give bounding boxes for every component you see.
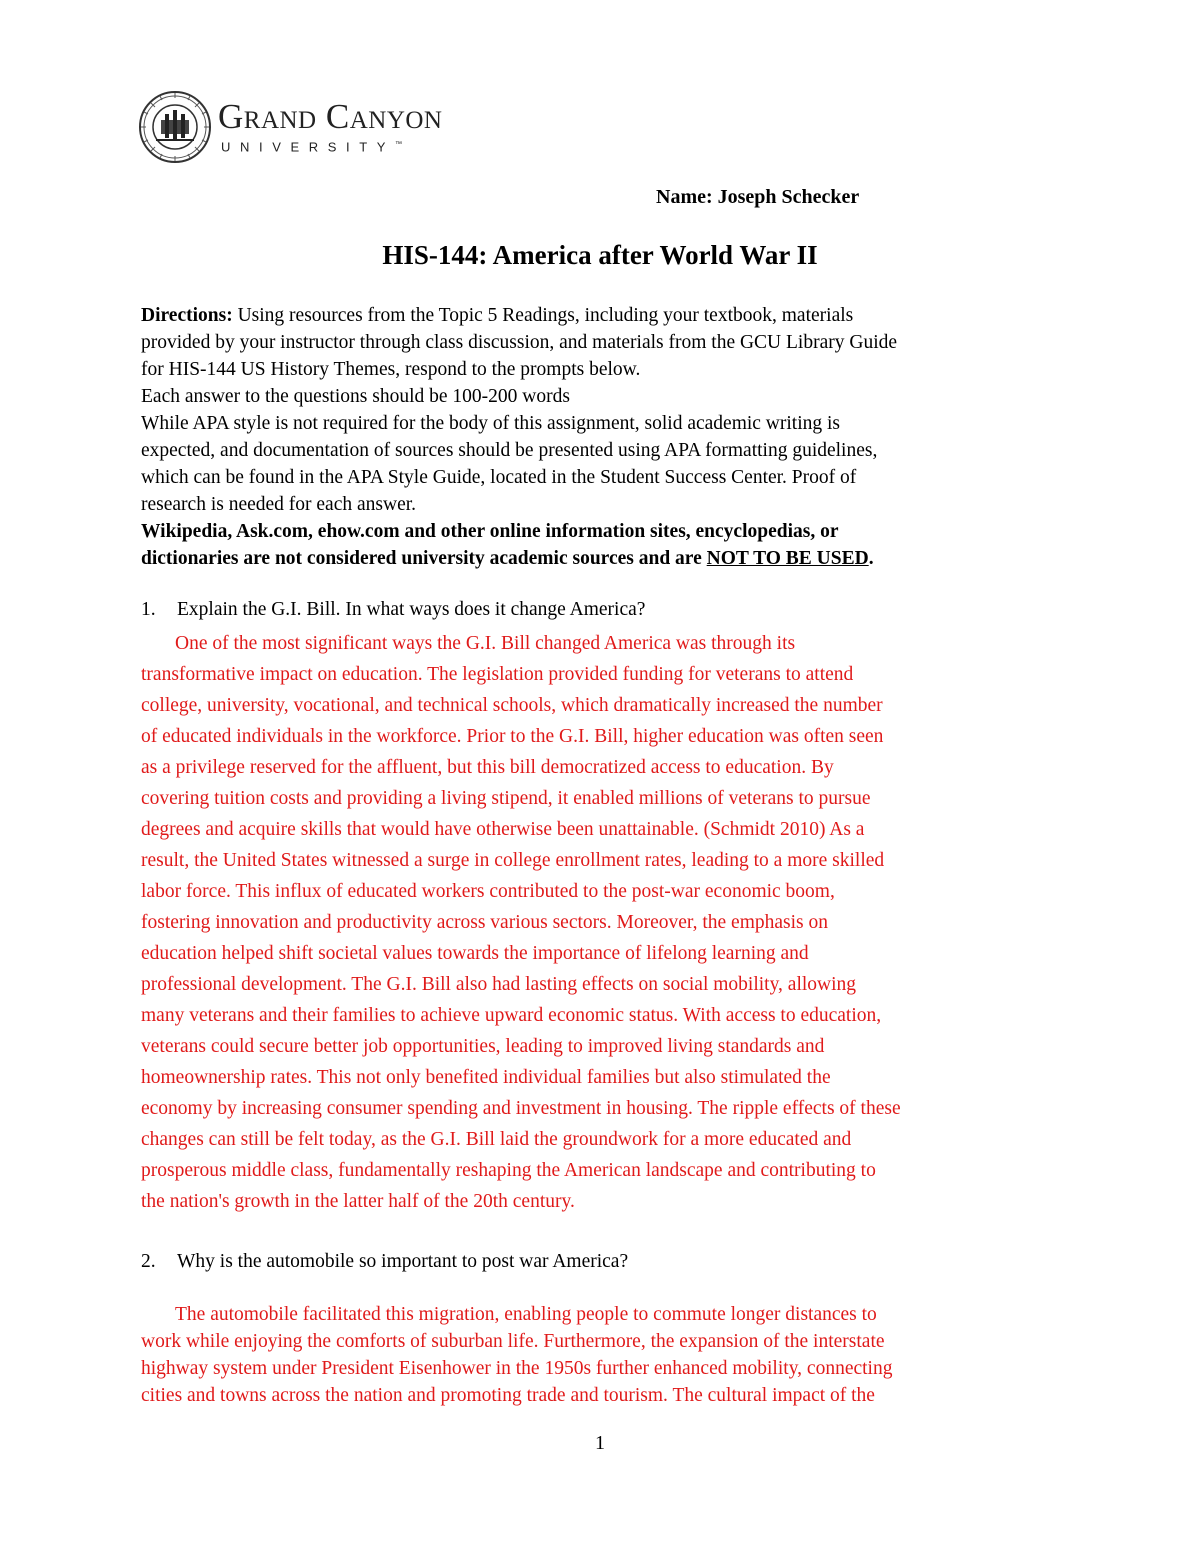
question-number: 1. — [141, 599, 156, 620]
university-subtitle-text: UNIVERSITY — [221, 139, 396, 155]
question-2 — [141, 1248, 628, 1275]
answer-line: highway system under President Eisenhower in the 1950s further enhanced mobility, connecting — [141, 1358, 893, 1379]
question-text: Explain the G.I. Bill. In what ways does it change America? — [177, 599, 646, 620]
answer-line: One of the most significant ways the G.I. Bill changed America was through its — [175, 633, 796, 654]
answer-line: labor force. This influx of educated workers contributed to the post-war economic boom, — [141, 881, 835, 902]
warning-end: . — [868, 548, 874, 569]
answer-line: changes can still be felt today, as the G.I. Bill laid the groundwork for a more educated and — [141, 1129, 852, 1150]
student-name: Name: Joseph Schecker — [656, 186, 860, 208]
answer-line: result, the United States witnessed a surge in college enrollment rates, leading to a more skilled — [141, 850, 885, 871]
apa-line: research is needed for each answer. — [141, 494, 417, 515]
university-name: Grand Canyon — [218, 96, 443, 136]
word-count-requirement: Each answer to the questions should be 100-200 words — [141, 386, 570, 407]
answer-line: work while enjoying the comforts of suburban life. Furthermore, the expansion of the interstate — [141, 1331, 885, 1352]
answer-line: homeownership rates. This not only benefited individual families but also stimulated the — [141, 1067, 831, 1088]
answer-line: veterans could secure better job opportunities, leading to improved living standards and — [141, 1036, 825, 1057]
apa-line: expected, and documentation of sources should be presented using APA formatting guidelines, — [141, 440, 878, 461]
university-wordmark — [218, 96, 443, 155]
page-number: 1 — [595, 1432, 605, 1454]
directions-line: for HIS-144 US History Themes, respond to the prompts below. — [141, 359, 641, 380]
answer-line: The automobile facilitated this migration, enabling people to commute longer distances to — [175, 1304, 877, 1325]
answer-line: education helped shift societal values towards the importance of lifelong learning and — [141, 943, 809, 964]
directions-text: Using resources from the Topic 5 Readings, including your textbook, materials — [232, 305, 854, 326]
answer-line: covering tuition costs and providing a living stipend, it enabled millions of veterans to pursue — [141, 788, 871, 809]
university-subtitle — [221, 137, 442, 155]
answer-line: fostering innovation and productivity across various sectors. Moreover, the emphasis on — [141, 912, 828, 933]
answer-line: economy by increasing consumer spending and investment in housing. The ripple effects of these — [141, 1098, 901, 1119]
directions-block — [141, 302, 1071, 572]
answer-1 — [141, 628, 1071, 1217]
question-1 — [141, 596, 645, 623]
directions-label: Directions: — [141, 305, 233, 326]
question-text: Why is the automobile so important to post war America? — [177, 1251, 629, 1272]
answer-line: many veterans and their families to achieve upward economic status. With access to education, — [141, 1005, 882, 1026]
trademark-symbol: ™ — [395, 140, 403, 148]
warning-underlined: NOT TO BE USED — [706, 548, 869, 569]
university-logo — [138, 88, 442, 166]
page-title: HIS-144: America after World War II — [382, 240, 818, 270]
answer-line: professional development. The G.I. Bill also had lasting effects on social mobility, allowing — [141, 974, 857, 995]
answer-line: college, university, vocational, and technical schools, which dramatically increased the number — [141, 695, 883, 716]
sources-warning — [141, 545, 1071, 572]
directions-line: provided by your instructor through class discussion, and materials from the GCU Library Guide — [141, 332, 898, 353]
answer-2 — [141, 1301, 1071, 1409]
answer-line: transformative impact on education. The legislation provided funding for veterans to attend — [141, 664, 854, 685]
answer-line: degrees and acquire skills that would have otherwise been unattainable. (Schmidt 2010) As a — [141, 819, 865, 840]
directions-line — [141, 302, 1071, 329]
answer-line: prosperous middle class, fundamentally reshaping the American landscape and contributing to — [141, 1160, 876, 1181]
apa-line: While APA style is not required for the body of this assignment, solid academic writing is — [141, 413, 841, 434]
warning-text: dictionaries are not considered university academic sources and are — [141, 548, 707, 569]
answer-line: as a privilege reserved for the affluent, but this bill democratized access to education. By — [141, 757, 834, 778]
university-seal-icon — [138, 90, 212, 164]
answer-line: of educated individuals in the workforce. Prior to the G.I. Bill, higher education was often seen — [141, 726, 884, 747]
sources-warning: Wikipedia, Ask.com, ehow.com and other online information sites, encyclopedias, or — [141, 521, 839, 542]
apa-line: which can be found in the APA Style Guide, located in the Student Success Center. Proof of — [141, 467, 857, 488]
question-number: 2. — [141, 1251, 156, 1272]
answer-line: the nation's growth in the latter half of the 20th century. — [141, 1191, 575, 1212]
answer-line: cities and towns across the nation and promoting trade and tourism. The cultural impact of the — [141, 1385, 875, 1406]
